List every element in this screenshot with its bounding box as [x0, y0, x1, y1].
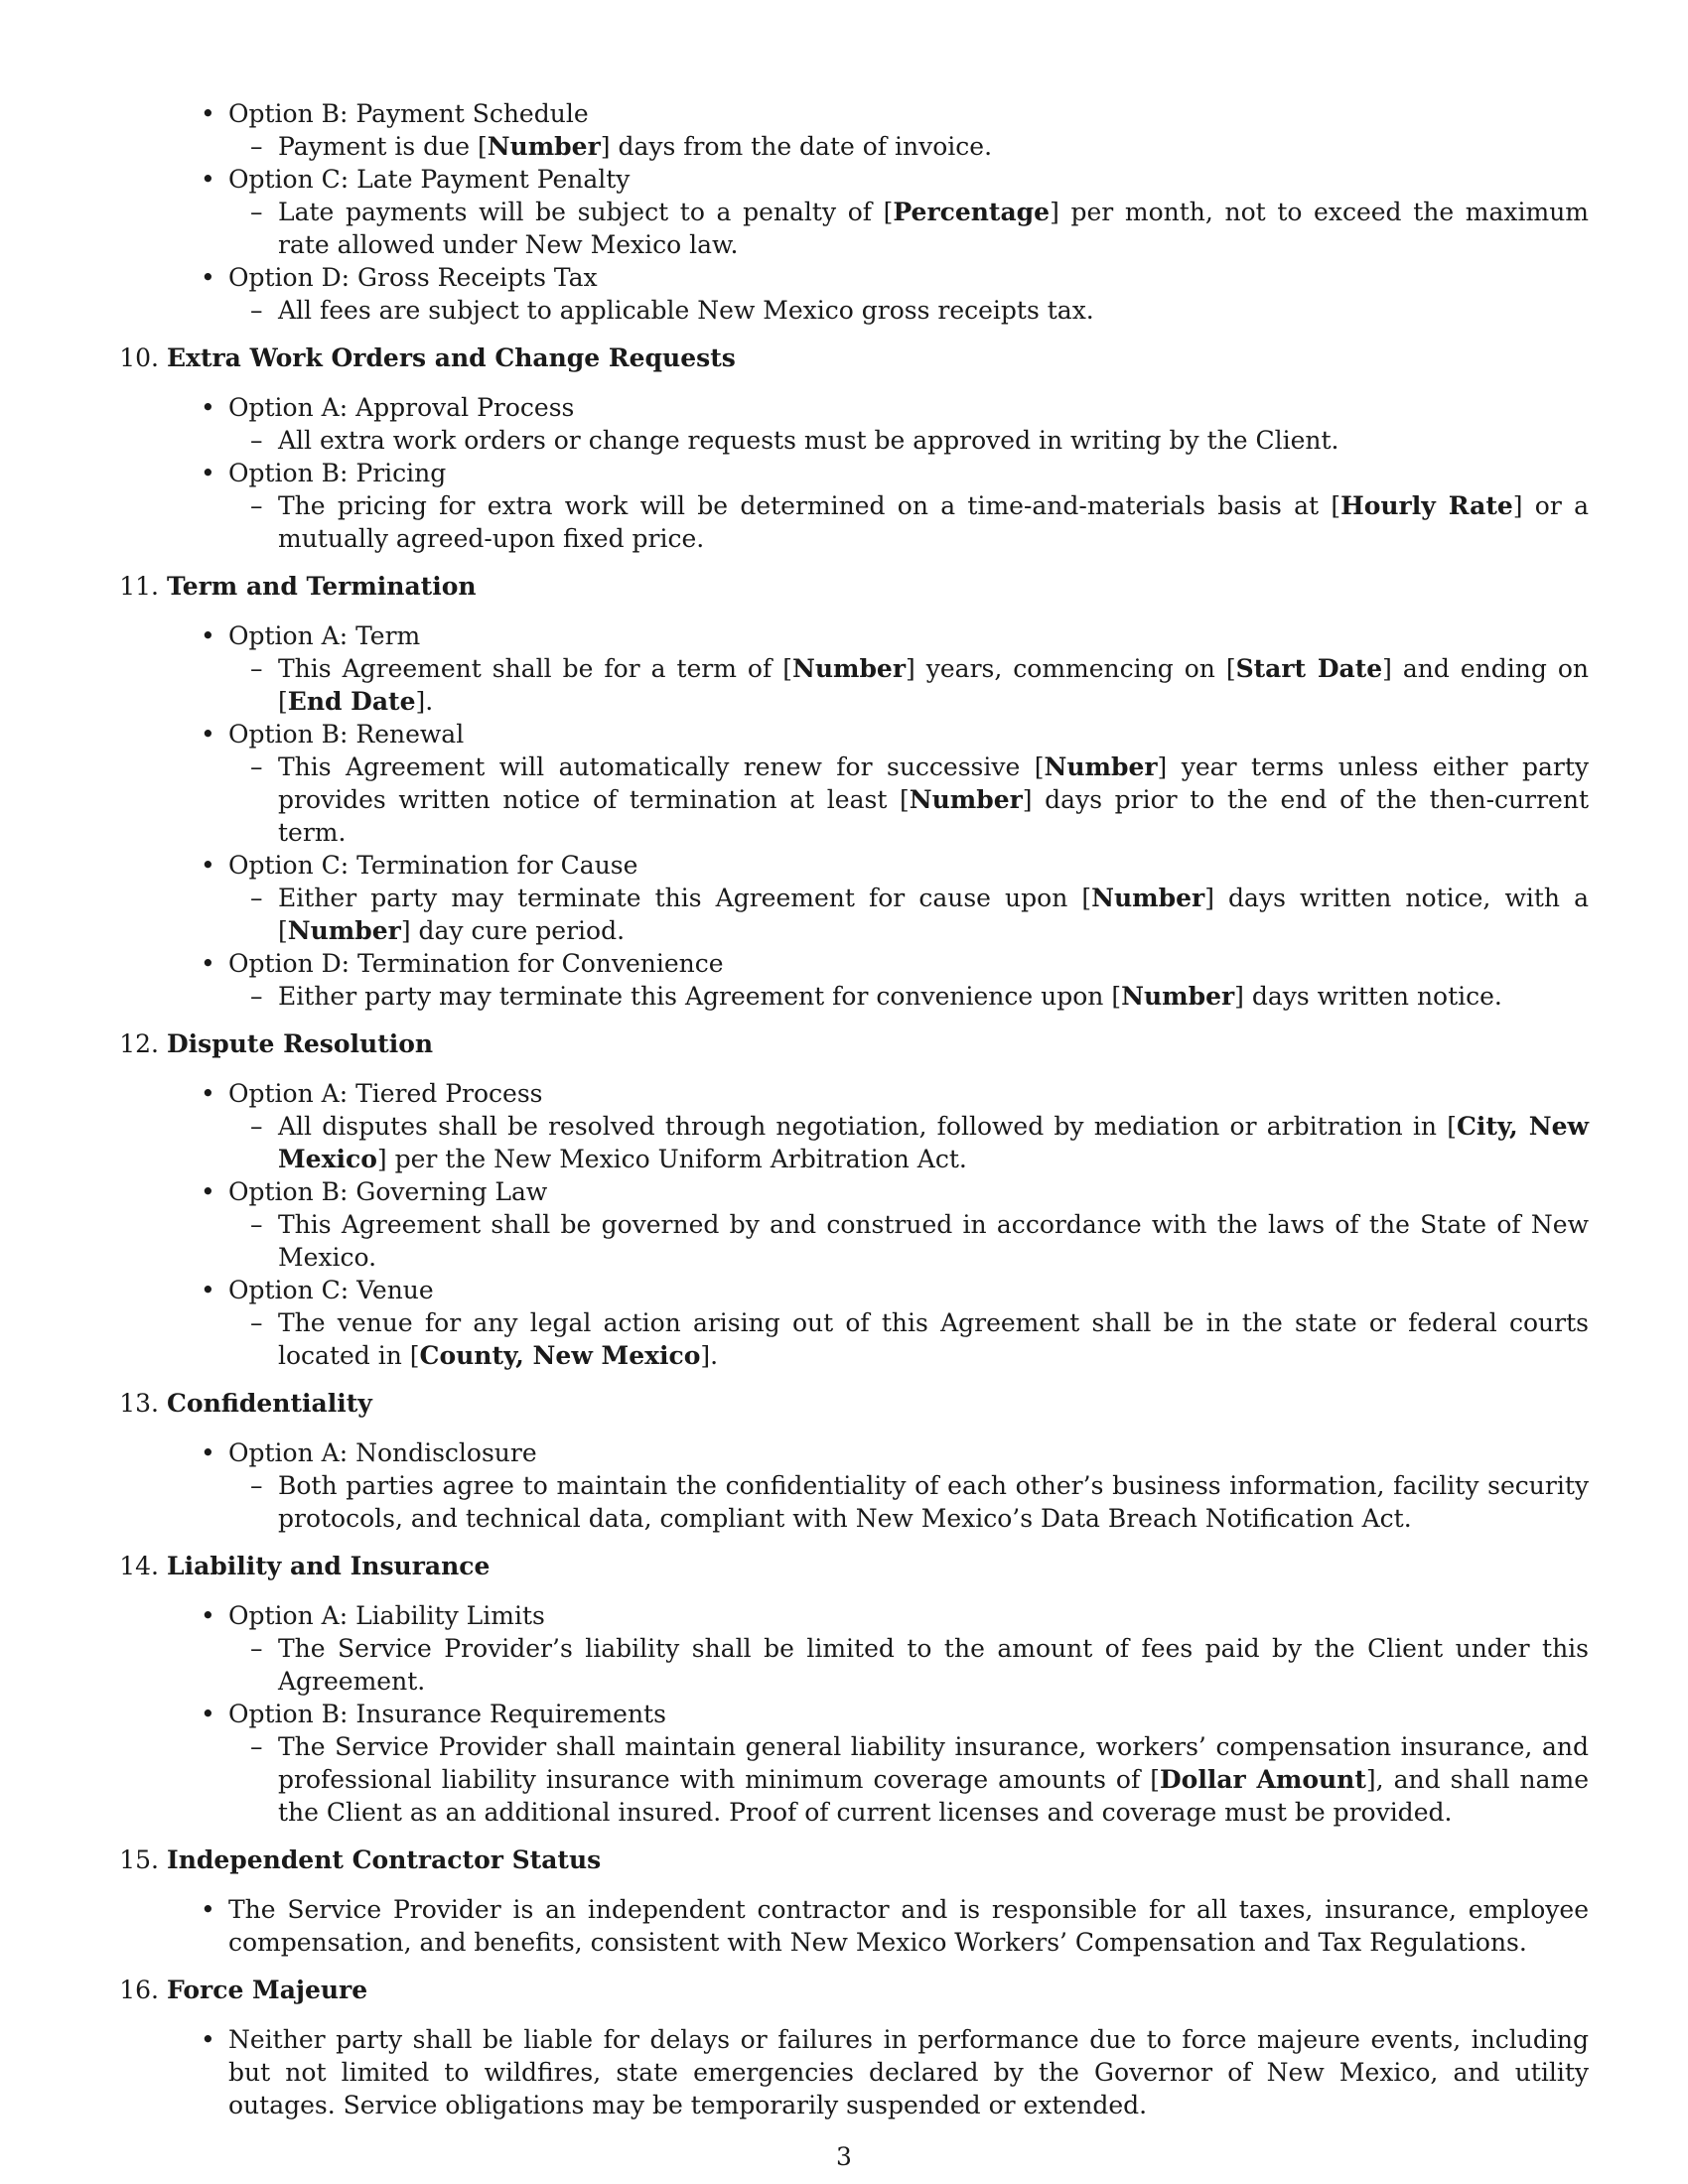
- placeholder-field: Number: [1091, 884, 1205, 912]
- option-label: Option A: Term: [228, 621, 421, 650]
- text-run: This Agreement shall be for a term of [: [278, 654, 792, 683]
- text-run: ] per month, not to exceed the maximum rate allowed under New Mexico law.: [278, 198, 1590, 259]
- option-detail-list: [278, 1469, 1589, 1535]
- section-bullet-list: [228, 391, 1589, 555]
- option-label: Option C: Late Payment Penalty: [228, 165, 631, 194]
- option-item: [228, 391, 1589, 457]
- text-run: ] days written notice, with a [: [278, 884, 1589, 945]
- section: [119, 1550, 1589, 1829]
- option-detail-list: [278, 489, 1589, 555]
- section: [119, 1974, 1589, 2121]
- section-bullet-list: [228, 1599, 1589, 1829]
- text-run: All fees are subject to applicable New Mexico gross receipts tax.: [278, 296, 1094, 325]
- option-label: Option C: Venue: [228, 1276, 434, 1304]
- option-detail: [278, 489, 1589, 555]
- option-item: [228, 619, 1589, 718]
- option-detail: [278, 980, 1589, 1013]
- section: [119, 1843, 1589, 1959]
- section-heading: [119, 1550, 1589, 1582]
- section-heading: [119, 1974, 1589, 2006]
- placeholder-field: Percentage: [893, 198, 1051, 226]
- section-heading: [119, 1843, 1589, 1876]
- text-run: Payment is due [: [278, 132, 488, 161]
- option-item: [228, 1436, 1589, 1535]
- option-item: [228, 1274, 1589, 1372]
- placeholder-field: Number: [909, 785, 1023, 814]
- option-detail: [278, 424, 1589, 457]
- section: [119, 341, 1589, 555]
- sections-container: [119, 341, 1590, 2121]
- option-item: [228, 1077, 1589, 1175]
- section-title: Independent Contractor Status: [167, 1845, 602, 1874]
- option-label: Option B: Renewal: [228, 720, 465, 749]
- text-run: ] days prior to the end of the then-current term.: [278, 785, 1590, 847]
- placeholder-field: Number: [791, 654, 907, 683]
- placeholder-field: Dollar Amount: [1159, 1765, 1366, 1794]
- section-bullet-list: [228, 2023, 1589, 2121]
- placeholder-field: End Date: [287, 687, 416, 716]
- page-number: 3: [836, 2142, 852, 2171]
- text-run: ], and shall name the Client as an additional insured. Proof of current licenses and coverage must be provided.: [278, 1765, 1589, 1827]
- section-bullet-list: [228, 1893, 1589, 1959]
- option-detail-list: [278, 130, 1589, 163]
- text-run: ].: [415, 687, 434, 716]
- option-detail-list: [278, 294, 1589, 327]
- option-detail: [278, 1730, 1589, 1829]
- option-label: Option D: Gross Receipts Tax: [228, 263, 598, 292]
- option-detail: [278, 294, 1589, 327]
- text-run: Late payments will be subject to a penalty of [: [278, 198, 894, 226]
- text-run: Both parties agree to maintain the confidentiality of each other’s business information, facility security protocols, and technical data, compliant with New Mexico’s Data Breach Notification Act.: [278, 1471, 1589, 1533]
- section-title: Dispute Resolution: [167, 1029, 434, 1058]
- section-heading: [119, 341, 1589, 374]
- section-number: 11.: [119, 572, 159, 601]
- option-detail: [278, 1632, 1589, 1698]
- option-label: Option C: Termination for Cause: [228, 851, 638, 880]
- section-title: Extra Work Orders and Change Requests: [167, 343, 736, 372]
- option-label: Option B: Insurance Requirements: [228, 1700, 666, 1728]
- section-title: Force Majeure: [167, 1976, 368, 2004]
- option-label: Option D: Termination for Convenience: [228, 949, 724, 978]
- section-number: 12.: [119, 1029, 159, 1058]
- option-item: [228, 261, 1589, 327]
- section-bullet-list: [228, 1077, 1589, 1372]
- text-run: ] days written notice.: [1234, 982, 1502, 1011]
- option-detail-list: [278, 882, 1589, 947]
- section-paragraph: • The Service Provider is an independent contractor and is responsible for all taxes, insurance, employee compensation, and benefits, consistent with New Mexico Workers’ Compensation and Tax Regulations.: [228, 1893, 1589, 1959]
- placeholder-field: Number: [487, 132, 601, 161]
- section-number: 15.: [119, 1845, 159, 1874]
- option-item: [228, 97, 1589, 163]
- option-label: Option B: Payment Schedule: [228, 99, 589, 128]
- option-detail-list: [278, 1730, 1589, 1829]
- placeholder-field: Number: [1044, 752, 1158, 781]
- text-run: All extra work orders or change requests must be approved in writing by the Client.: [278, 426, 1339, 455]
- section-number: 16.: [119, 1976, 159, 2004]
- option-item: [228, 849, 1589, 947]
- text-run: Either party may terminate this Agreement for cause upon [: [278, 884, 1092, 912]
- option-detail: [278, 1110, 1589, 1175]
- option-item: [228, 1175, 1589, 1274]
- placeholder-field: Hourly Rate: [1340, 491, 1513, 520]
- option-item: [228, 457, 1589, 555]
- section-bullet-list: [228, 1436, 1589, 1535]
- option-detail: [278, 882, 1589, 947]
- placeholder-field: County, New Mexico: [419, 1341, 701, 1370]
- page-content: [119, 97, 1590, 2121]
- text-run: ] year terms unless either party provides written notice of termination at least [: [278, 752, 1589, 814]
- option-detail-list: [278, 1306, 1589, 1372]
- option-detail-list: [278, 1110, 1589, 1175]
- text-run: ] and ending on [: [278, 654, 1589, 716]
- text-run: The Service Provider shall maintain general liability insurance, workers’ compensation insurance, and professional liability insurance with minimum coverage amounts of [: [278, 1732, 1589, 1794]
- text-run: All disputes shall be resolved through negotiation, followed by mediation or arbitration in [: [278, 1112, 1457, 1141]
- option-detail: [278, 130, 1589, 163]
- section-number: 10.: [119, 343, 159, 372]
- option-label: Option A: Approval Process: [228, 393, 575, 422]
- option-detail: [278, 652, 1589, 718]
- text-run: ] day cure period.: [400, 916, 626, 945]
- option-detail-list: [278, 1208, 1589, 1274]
- section: [119, 1027, 1590, 1372]
- option-detail-list: [278, 424, 1589, 457]
- text-run: ] years, commencing on [: [906, 654, 1236, 683]
- option-item: [228, 947, 1589, 1013]
- option-detail: [278, 196, 1589, 261]
- text-run: This Agreement will automatically renew for successive [: [278, 752, 1045, 781]
- option-item: [228, 1698, 1589, 1829]
- placeholder-field: Start Date: [1235, 654, 1383, 683]
- section: [119, 1387, 1589, 1535]
- section-heading: [119, 570, 1589, 603]
- option-detail-list: [278, 196, 1589, 261]
- placeholder-field: City, New Mexico: [278, 1112, 1590, 1173]
- option-label: Option A: Nondisclosure: [228, 1438, 537, 1467]
- placeholder-field: Number: [287, 916, 401, 945]
- section-number: 13.: [119, 1389, 159, 1418]
- option-label: Option B: Pricing: [228, 459, 447, 487]
- text-run: ] per the New Mexico Uniform Arbitration Act.: [376, 1145, 967, 1173]
- text-run: This Agreement shall be governed by and construed in accordance with the laws of the State of New Mexico.: [278, 1210, 1589, 1272]
- option-label: Option B: Governing Law: [228, 1177, 548, 1206]
- option-detail-list: [278, 751, 1589, 849]
- text-run: ] days from the date of invoice.: [600, 132, 993, 161]
- section-heading: [119, 1027, 1589, 1060]
- text-run: The pricing for extra work will be determined on a time-and-materials basis at [: [278, 491, 1341, 520]
- option-detail-list: [278, 652, 1589, 718]
- section: [119, 570, 1590, 1013]
- section-heading: [119, 1387, 1589, 1420]
- continued-option-list: [228, 97, 1589, 327]
- section-title: Liability and Insurance: [167, 1552, 491, 1580]
- text-run: Either party may terminate this Agreement for convenience upon [: [278, 982, 1122, 1011]
- placeholder-field: Number: [1121, 982, 1235, 1011]
- section-title: Term and Termination: [167, 572, 477, 601]
- text-run: ] or a mutually agreed-upon fixed price.: [278, 491, 1589, 553]
- option-detail: [278, 1469, 1589, 1535]
- option-detail-list: [278, 980, 1589, 1013]
- section-bullet-list: [228, 619, 1589, 1013]
- option-label: Option A: Tiered Process: [228, 1079, 543, 1108]
- text-run: The venue for any legal action arising out of this Agreement shall be in the state or federal courts located in [: [278, 1308, 1589, 1370]
- section-title: Confidentiality: [167, 1389, 372, 1418]
- section-paragraph: • Neither party shall be liable for delays or failures in performance due to force majeure events, including but not limited to wildfires, state emergencies declared by the Governor of New Mexico, and utility outages. Service obligations may be temporarily suspended or extended.: [228, 2023, 1589, 2121]
- text-run: ].: [700, 1341, 719, 1370]
- option-item: [228, 718, 1589, 849]
- option-detail: [278, 1306, 1589, 1372]
- section-number: 14.: [119, 1552, 159, 1580]
- option-item: [228, 1599, 1589, 1698]
- option-detail-list: [278, 1632, 1589, 1698]
- text-run: The Service Provider’s liability shall be limited to the amount of fees paid by the Client under this Agreement.: [278, 1634, 1589, 1696]
- option-detail: [278, 751, 1589, 849]
- option-item: [228, 163, 1589, 261]
- option-label: Option A: Liability Limits: [228, 1601, 545, 1630]
- option-detail: [278, 1208, 1589, 1274]
